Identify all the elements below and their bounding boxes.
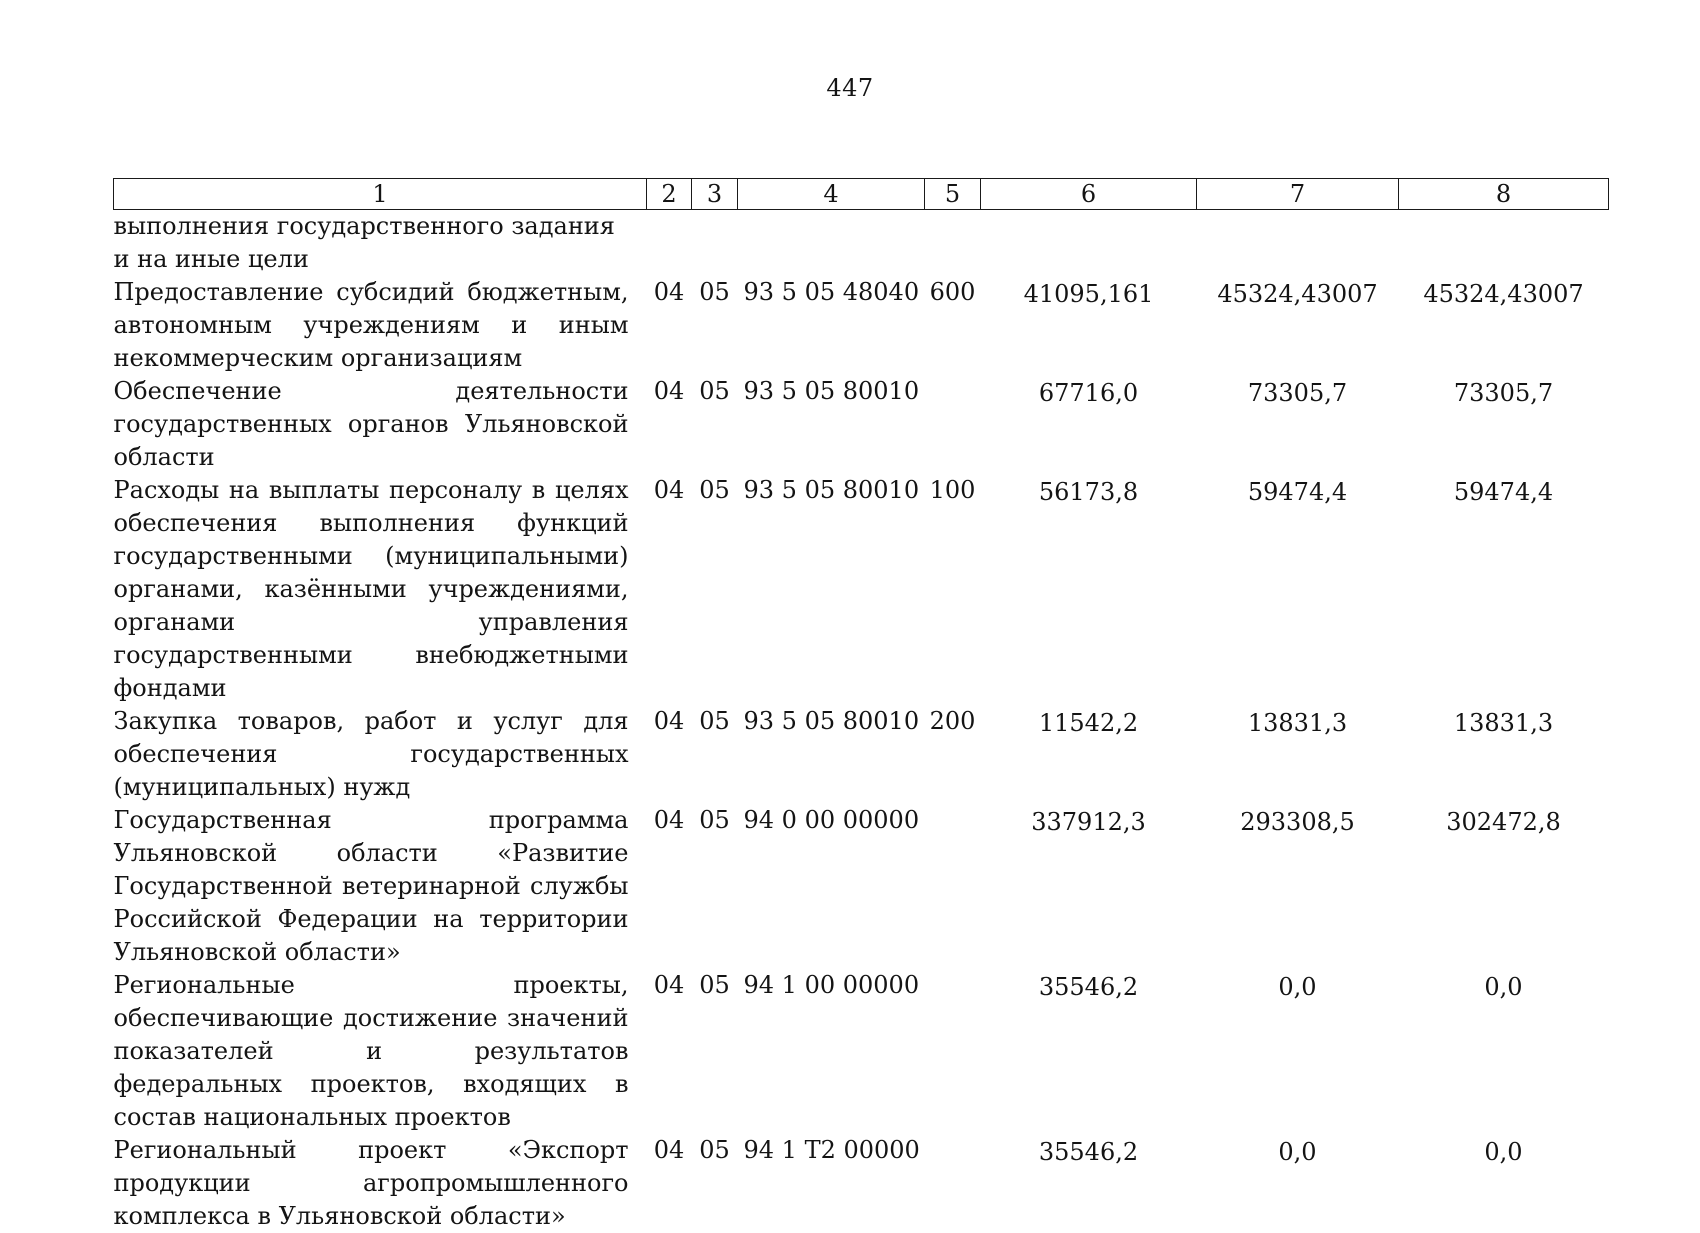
column-header-4: 4 — [738, 179, 925, 210]
row-expense-type — [925, 1134, 981, 1233]
row-code-subsection: 05 — [692, 375, 738, 474]
page-number: 447 — [0, 74, 1700, 102]
row-code-section: 04 — [647, 1134, 692, 1233]
row-amount-col8: 73305,7 — [1399, 375, 1609, 474]
row-code-section: 04 — [647, 375, 692, 474]
row-name: Государственная программа Ульяновской области «Развитие Государственной ветеринарной службы Российской Федерации на территории Ульяновской области» — [114, 804, 647, 969]
row-amount-col7: 59474,4 — [1197, 474, 1399, 705]
row-code-subsection: 05 — [692, 969, 738, 1134]
row-target-article: 93 5 05 80010 — [738, 375, 925, 474]
row-target-article: 93 5 05 48040 — [738, 276, 925, 375]
row-code-section — [647, 210, 692, 277]
row-amount-col6: 11542,2 — [981, 705, 1197, 804]
row-amount-col6: 337912,3 — [981, 804, 1197, 969]
column-header-7: 7 — [1197, 179, 1399, 210]
column-header-6: 6 — [981, 179, 1197, 210]
row-amount-col8: 59474,4 — [1399, 474, 1609, 705]
row-code-section: 04 — [647, 276, 692, 375]
row-amount-col7: 0,0 — [1197, 969, 1399, 1134]
row-amount-col7 — [1197, 210, 1399, 277]
row-target-article: 94 0 00 00000 — [738, 804, 925, 969]
row-expense-type: 100 — [925, 474, 981, 705]
row-amount-col7: 45324,43007 — [1197, 276, 1399, 375]
row-target-article: 93 5 05 80010 — [738, 474, 925, 705]
table-row — [114, 474, 1609, 705]
row-amount-col8: 45324,43007 — [1399, 276, 1609, 375]
row-expense-type — [925, 969, 981, 1134]
table-header — [114, 179, 1609, 210]
row-code-subsection: 05 — [692, 804, 738, 969]
row-expense-type: 600 — [925, 276, 981, 375]
row-code-section: 04 — [647, 804, 692, 969]
row-expense-type — [925, 375, 981, 474]
row-name: Расходы на выплаты персоналу в целях обеспечения выполнения функций государственными (муниципальными) органами, казёнными учреждениями, органами управления государственными внебюджетными фондами — [114, 474, 647, 705]
row-name: Региональный проект «Экспорт продукции агропромышленного комплекса в Ульяновской области» — [114, 1134, 647, 1233]
row-code-section: 04 — [647, 474, 692, 705]
column-header-8: 8 — [1399, 179, 1609, 210]
row-name: выполнения государственного задания и на иные цели — [114, 210, 647, 277]
table-row — [114, 969, 1609, 1134]
row-amount-col6 — [981, 210, 1197, 277]
row-amount-col7: 293308,5 — [1197, 804, 1399, 969]
column-header-1: 1 — [114, 179, 647, 210]
row-amount-col8: 13831,3 — [1399, 705, 1609, 804]
column-header-5: 5 — [925, 179, 981, 210]
table-body — [114, 210, 1609, 1233]
table-row — [114, 804, 1609, 969]
row-amount-col6: 35546,2 — [981, 969, 1197, 1134]
row-amount-col6: 41095,161 — [981, 276, 1197, 375]
row-code-subsection: 05 — [692, 474, 738, 705]
row-code-subsection: 05 — [692, 1134, 738, 1233]
row-name: Предоставление субсидий бюджетным, автономным учреждениям и иным некоммерческим организациям — [114, 276, 647, 375]
row-target-article: 93 5 05 80010 — [738, 705, 925, 804]
table-row — [114, 375, 1609, 474]
row-target-article: 94 1 T2 00000 — [738, 1134, 925, 1233]
table-row — [114, 276, 1609, 375]
row-amount-col6: 56173,8 — [981, 474, 1197, 705]
row-code-section: 04 — [647, 705, 692, 804]
row-code-subsection: 05 — [692, 705, 738, 804]
row-target-article — [738, 210, 925, 277]
table-row — [114, 1134, 1609, 1233]
row-name: Региональные проекты, обеспечивающие достижение значений показателей и результатов федеральных проектов, входящих в состав национальных проектов — [114, 969, 647, 1134]
row-target-article: 94 1 00 00000 — [738, 969, 925, 1134]
row-amount-col8: 302472,8 — [1399, 804, 1609, 969]
table-row — [114, 705, 1609, 804]
header-row — [114, 179, 1609, 210]
row-name: Обеспечение деятельности государственных органов Ульяновской области — [114, 375, 647, 474]
column-header-3: 3 — [692, 179, 738, 210]
column-header-2: 2 — [647, 179, 692, 210]
row-code-subsection: 05 — [692, 276, 738, 375]
row-amount-col8: 0,0 — [1399, 1134, 1609, 1233]
row-amount-col6: 67716,0 — [981, 375, 1197, 474]
table-row — [114, 210, 1609, 277]
row-name: Закупка товаров, работ и услуг для обеспечения государственных (муниципальных) нужд — [114, 705, 647, 804]
row-amount-col8: 0,0 — [1399, 969, 1609, 1134]
row-amount-col7: 0,0 — [1197, 1134, 1399, 1233]
budget-table — [113, 178, 1609, 1233]
row-amount-col7: 13831,3 — [1197, 705, 1399, 804]
row-amount-col6: 35546,2 — [981, 1134, 1197, 1233]
row-expense-type: 200 — [925, 705, 981, 804]
row-code-section: 04 — [647, 969, 692, 1134]
row-amount-col8 — [1399, 210, 1609, 277]
row-code-subsection — [692, 210, 738, 277]
row-amount-col7: 73305,7 — [1197, 375, 1399, 474]
row-expense-type — [925, 804, 981, 969]
row-expense-type — [925, 210, 981, 277]
